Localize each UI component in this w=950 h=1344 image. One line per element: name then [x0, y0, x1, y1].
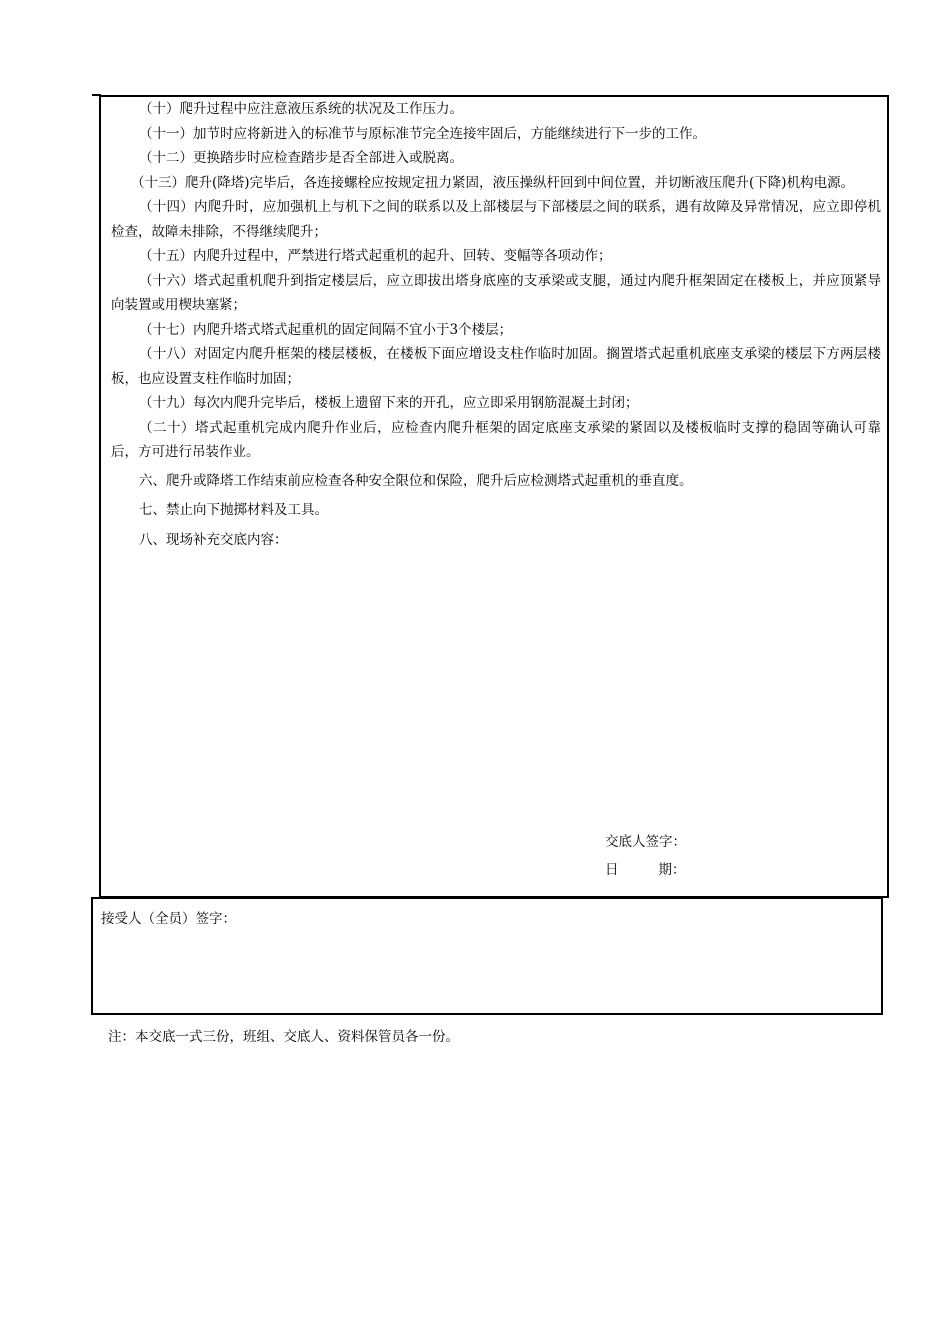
section-8: 八、现场补充交底内容： — [139, 531, 288, 548]
item-12: （十二）更换踏步时应检查踏步是否全部进入或脱离。 — [139, 150, 463, 166]
section-7: 七、禁止向下抛掷材料及工具。 — [139, 502, 328, 518]
item-17: （十七）内爬升塔式塔式起重机的固定间隔不宜小于3个楼层； — [139, 321, 513, 338]
date-label-part1: 日 — [605, 862, 619, 878]
discloser-signature-label: 交底人签字： — [605, 834, 686, 850]
item-18: （十八）对固定内爬升框架的楼层楼板，在楼板下面应增设支柱作临时加固。搁置塔式起重机底座支承梁的楼层下方两层楼板，也应设置支柱作临时加固； — [111, 346, 881, 387]
signature-block — [605, 828, 686, 884]
item-10: （十）爬升过程中应注意液压系统的状况及工作压力。 — [139, 101, 463, 117]
item-16: （十六）塔式起重机爬升到指定楼层后，应立即拔出塔身底座的支承梁或支腿，通过内爬升框架固定在楼板上，并应顶紧导向装置或用楔块塞紧； — [111, 272, 881, 313]
item-11: （十一）加节时应将新进入的标准节与原标准节完全连接牢固后，方能继续进行下一步的工作。 — [139, 125, 706, 142]
item-19: （十九）每次内爬升完毕后，楼板上遗留下来的开孔，应立即采用钢筋混凝土封闭； — [139, 395, 639, 411]
date-label-part2: 期： — [658, 862, 686, 878]
item-14: （十四）内爬升时，应加强机上与机下之间的联系以及上部楼层与下部楼层之间的联系，遇有故障及异常情况，应立即停机检查，故障未排除，不得继续爬升； — [111, 199, 881, 240]
footnote: 注：本交底一式三份，班组、交底人、资料保管员各一份。 — [108, 1029, 459, 1045]
disclosure-content — [111, 97, 881, 552]
receiver-signature-label: 接受人（全员）签字： — [101, 911, 236, 927]
item-13: （十三）爬升(降塔)完毕后，各连接螺栓应按规定扭力紧固，液压操纵杆回到中间位置，并切断液压爬升(下降)机构电源。 — [131, 174, 855, 191]
item-15: （十五）内爬升过程中，严禁进行塔式起重机的起升、回转、变幅等各项动作； — [139, 248, 612, 264]
section-6: 六、爬升或降塔工作结束前应检查各种安全限位和保险，爬升后应检测塔式起重机的垂直度。 — [139, 472, 693, 489]
item-20: （二十）塔式起重机完成内爬升作业后，应检查内爬升框架的固定底座支承梁的紧固以及楼板临时支撑的稳固等确认可靠后，方可进行吊装作业。 — [111, 419, 881, 460]
